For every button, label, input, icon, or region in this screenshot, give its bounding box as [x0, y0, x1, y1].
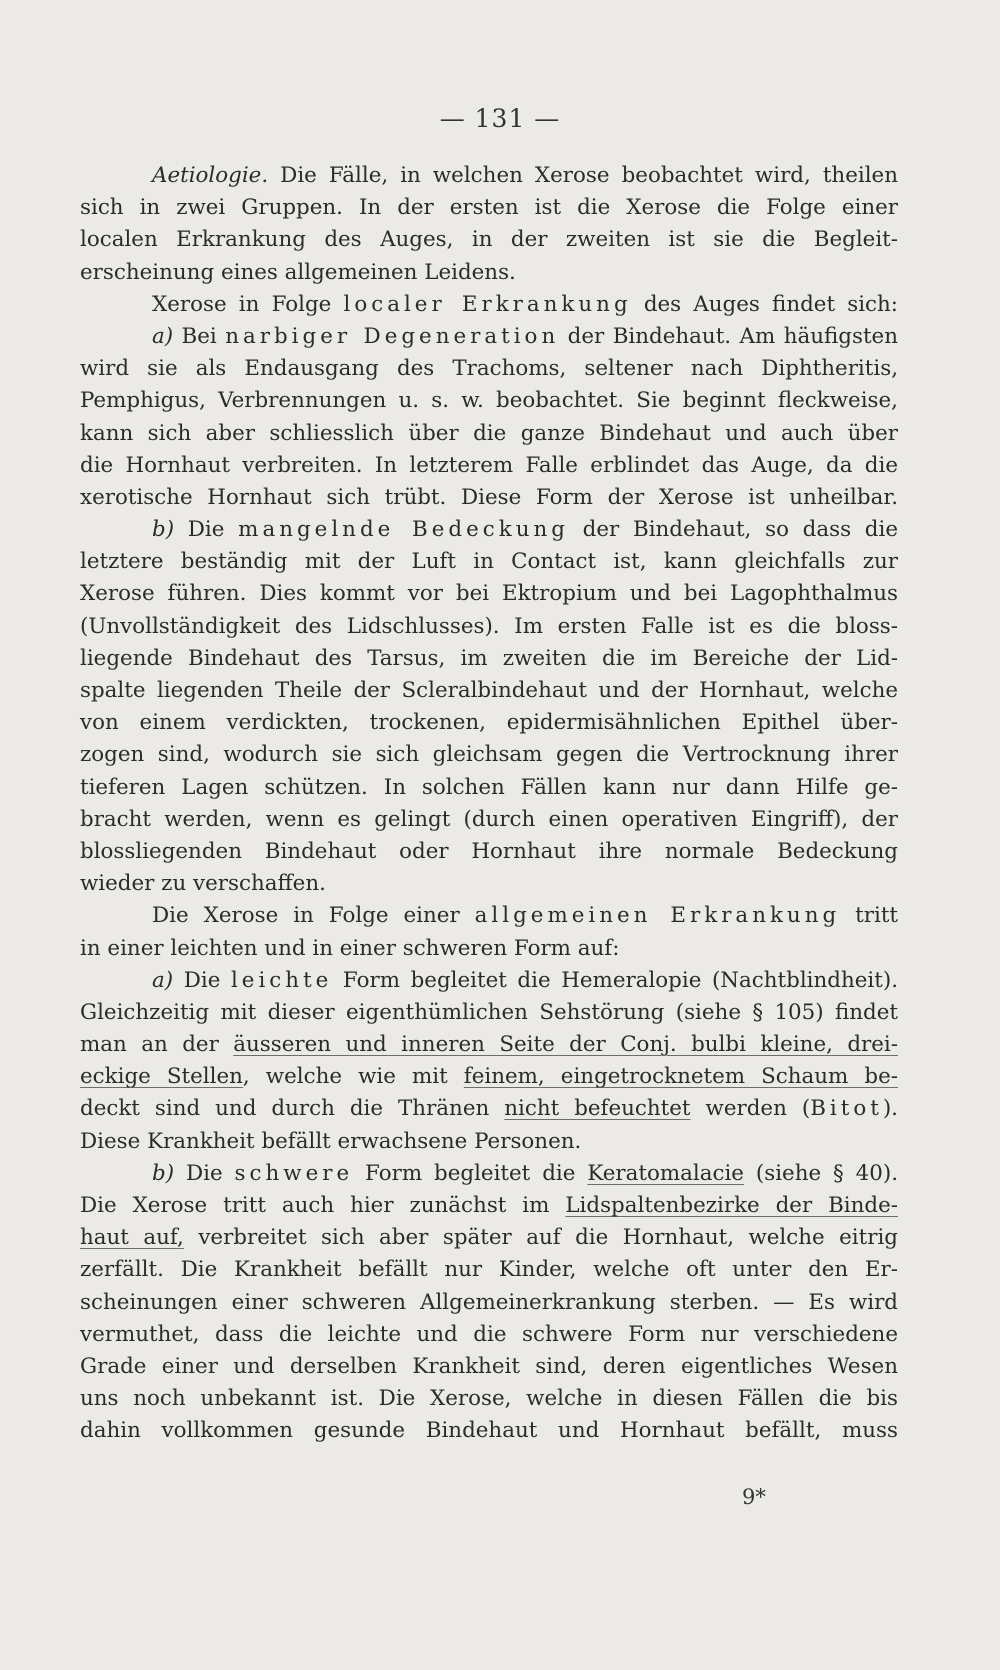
handwritten-underline: feinem, eingetrocknetem Schaum be-: [463, 1064, 898, 1090]
spaced-emphasis: localer Erkrankung: [343, 291, 632, 317]
spaced-emphasis: Bitot: [810, 1096, 883, 1122]
handwritten-underline: Keratomalacie: [587, 1160, 744, 1186]
text-line: blossliegenden Bindehaut oder Hornhaut ihre normale Bedeckung: [80, 838, 898, 864]
page-number: — 131 —: [439, 104, 561, 133]
section-heading: Aetiologie.: [152, 163, 269, 188]
text-line: Die Xerose tritt auch hier zunächst im Lidspaltenbezirke der Binde-: [80, 1193, 899, 1218]
body-text: [80, 160, 898, 1448]
spaced-emphasis: narbiger Degeneration: [225, 323, 560, 349]
handwritten-underline: Lidspaltenbezirke der Binde-: [565, 1193, 899, 1218]
text-line: zogen sind, wodurch sie sich gleichsam gegen die Vertrocknung ihrer: [80, 742, 898, 768]
text-line: dahin vollkommen gesunde Bindehaut und Hornhaut befällt, muss: [80, 1418, 898, 1444]
text-line: deckt sind und durch die Thränen nicht befeuchtet werden (Bitot).: [80, 1096, 898, 1122]
spaced-emphasis: allgemeinen Erkrankung: [474, 903, 841, 929]
text-line: scheinungen einer schweren Allgemeinerkrankung sterben. — Es wird: [80, 1289, 898, 1315]
list-marker: b): [152, 517, 175, 543]
text-line: vermuthet, dass die leichte und die schwere Form nur verschiedene: [80, 1321, 898, 1347]
text-line: Grade einer und derselben Krankheit sind, deren eigentliches Wesen: [80, 1353, 898, 1379]
spaced-emphasis: schwere: [234, 1160, 354, 1186]
list-marker: a): [152, 323, 174, 349]
text-line: erscheinung eines allgemeinen Leidens.: [80, 259, 516, 285]
text-line: Die Xerose in Folge einer allgemeinen Erkrankung tritt: [152, 903, 899, 929]
signature-mark: 9*: [742, 1485, 766, 1509]
text-line: spalte liegenden Theile der Scleralbindehaut und der Hornhaut, welche: [80, 678, 898, 703]
list-marker: a): [152, 967, 174, 993]
text-line: eckige Stellen, welche wie mit feinem, eingetrocknetem Schaum be-: [80, 1064, 898, 1090]
text-line: Xerose in Folge localer Erkrankung des Auges findet sich:: [152, 291, 898, 317]
text-line: (Unvollständigkeit des Lidschlusses). Im ersten Falle ist es die bloss-: [80, 613, 898, 639]
text-line: kann sich aber schliesslich über die ganze Bindehaut und auch über: [80, 420, 898, 446]
list-marker: b): [152, 1160, 175, 1186]
text-line: bracht werden, wenn es gelingt (durch einen operativen Eingriff), der: [80, 806, 898, 832]
text-line: xerotische Hornhaut sich trübt. Diese Form der Xerose ist unheilbar.: [80, 484, 898, 510]
text-line: letztere beständig mit der Luft in Contact ist, kann gleichfalls zur: [80, 549, 898, 575]
text-line: liegende Bindehaut des Tarsus, im zweiten die im Bereiche der Lid-: [80, 645, 898, 671]
text-line: zerfällt. Die Krankheit befällt nur Kinder, welche oft unter den Er-: [80, 1257, 898, 1283]
text-line: a) Die leichte Form begleitet die Hemeralopie (Nachtblindheit).: [152, 967, 898, 993]
text-line: haut auf, verbreitet sich aber später auf die Hornhaut, welche eitrig: [80, 1225, 899, 1251]
text-line: in einer leichten und in einer schweren Form auf:: [80, 935, 620, 961]
text-line: localen Erkrankung des Auges, in der zweiten ist sie die Begleit-: [80, 227, 898, 253]
text-line: sich in zwei Gruppen. In der ersten ist die Xerose die Folge einer: [80, 195, 898, 221]
text-line: Xerose führen. Dies kommt vor bei Ektropium und bei Lagophthalmus: [80, 581, 898, 607]
text-line: b) Die mangelnde Bedeckung der Bindehaut, so dass die: [152, 517, 898, 543]
text-line: die Hornhaut verbreiten. In letzterem Falle erblindet das Auge, da die: [80, 452, 898, 478]
text-line: tieferen Lagen schützen. In solchen Fällen kann nur dann Hilfe ge-: [80, 774, 898, 800]
spaced-emphasis: mangelnde Bedeckung: [238, 517, 569, 543]
text-line: von einem verdickten, trockenen, epidermisähnlichen Epithel über-: [80, 710, 898, 736]
text-line: Aetiologie. Die Fälle, in welchen Xerose beobachtet wird, theilen: [152, 163, 898, 188]
text-line: Pemphigus, Verbrennungen u. s. w. beobachtet. Sie beginnt fleckweise,: [80, 388, 898, 414]
text-line: Diese Krankheit befällt erwachsene Personen.: [80, 1128, 582, 1154]
handwritten-underline: haut auf,: [80, 1225, 184, 1251]
handwritten-underline: eckige Stellen: [80, 1064, 243, 1090]
text-line: uns noch unbekannt ist. Die Xerose, welche in diesen Fällen die bis: [80, 1386, 898, 1412]
text-line: man an der äusseren und inneren Seite der Conj. bulbi kleine, drei-: [80, 1032, 898, 1058]
text-line: wieder zu verschaffen.: [80, 871, 326, 897]
handwritten-underline: äusseren und inneren Seite der Conj. bulbi kleine, drei-: [233, 1032, 898, 1058]
text-line: b) Die schwere Form begleitet die Keratomalacie (siehe § 40).: [152, 1160, 899, 1186]
text-line: a) Bei narbiger Degeneration der Bindehaut. Am häufigsten: [152, 323, 898, 349]
text-line: Gleichzeitig mit dieser eigenthümlichen Sehstörung (siehe § 105) findet: [80, 999, 898, 1025]
spaced-emphasis: leichte: [230, 967, 333, 993]
text-line: wird sie als Endausgang des Trachoms, seltener nach Diphtheritis,: [80, 356, 898, 382]
handwritten-underline: nicht befeuchtet: [504, 1096, 691, 1122]
